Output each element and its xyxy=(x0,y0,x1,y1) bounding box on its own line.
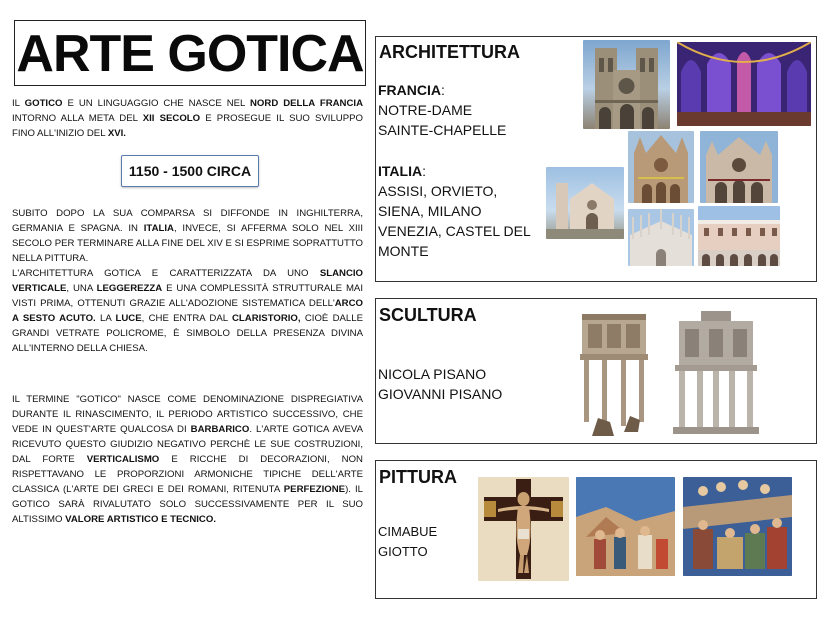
page-title: ARTE GOTICA xyxy=(16,25,364,83)
spread-paragraph: SUBITO DOPO LA SUA COMPARSA SI DIFFONDE IN INGHILTERRA, GERMANIA E SPAGNA. IN ITALIA, INVECE, SI AFFERMA SOLO NEL XIII SECOLO PER TERMINARE ALLA FINE DEL XIV E SI ESPRIME SOPRATTUTTO NELLA PITTURA. xyxy=(12,208,363,264)
assisi-basilica-image xyxy=(546,167,624,239)
pittura-artist-cimabue: CIMABUE xyxy=(378,524,438,539)
title-box xyxy=(14,20,366,86)
sainte-chapelle-image xyxy=(677,42,811,126)
notre-dame-image xyxy=(583,40,670,129)
characteristics-paragraph: L'ARCHITETTURA GOTICA E CARATTERIZZATA DA UNO SLANCIO VERTICALE, UNA LEGGEREZZA E UNA COMPLESSITÀ STRUTTURALE MAI VISTI PRIMA, OTTENUTI GRAZIE ALL'ADOZIONE SISTEMATICA DELL'ARCO A SESTO ACUTO. LA LUCE, CHE ENTRA DAL CLARISTORIO, CIOÈ DALLE GRANDI VETRATE POLICROME, È SIMBOLO DELLA PRESENZA DIVINA ALL'INTERNO DELLA CHIESA. xyxy=(12,268,363,354)
francia-item-notre-dame: NOTRE-DAME xyxy=(378,102,473,118)
pittura-artists xyxy=(378,522,468,562)
pittura-artist-giotto: GIOTTO xyxy=(378,544,428,559)
venezia-palazzo-image xyxy=(698,206,780,266)
milan-cathedral-image xyxy=(628,209,694,266)
italia-line: SIENA, MILANO xyxy=(378,203,482,219)
cimabue-crucifix-image xyxy=(478,477,569,581)
italia-line: ASSISI, ORVIETO, xyxy=(378,183,498,199)
italia-line: MONTE xyxy=(378,243,429,259)
giotto-fresco-1-image xyxy=(576,477,675,576)
scultura-artist-nicola: NICOLA PISANO xyxy=(378,366,487,382)
date-range-box: 1150 - 1500 CIRCA xyxy=(121,155,259,187)
scultura-artist-giovanni: GIOVANNI PISANO xyxy=(378,386,503,402)
francia-block: FRANCIA: NOTRE-DAME SAINTE-CHAPELLE xyxy=(378,80,548,140)
architettura-heading: ARCHITETTURA xyxy=(379,42,520,62)
italia-label: ITALIA xyxy=(378,163,423,179)
nicola-pisano-pulpit-image xyxy=(574,306,654,436)
scultura-artists xyxy=(378,364,558,404)
francia-item-sainte-chapelle: SAINTE-CHAPELLE xyxy=(378,122,507,138)
giotto-fresco-2-image xyxy=(683,477,792,576)
italia-block: ITALIA: ASSISI, ORVIETO, SIENA, MILANO VENEZIA, CASTEL DEL MONTE xyxy=(378,161,553,261)
pittura-heading: PITTURA xyxy=(379,467,457,487)
scultura-heading: SCULTURA xyxy=(379,305,477,325)
term-paragraph: IL TERMINE "GOTICO" NASCE COME DENOMINAZIONE DISPREGIATIVA DURANTE IL RINASCIMENTO, IL PERIODO ARTISTICO SUCCESSIVO, CHE VEDE IN QUEST'ARTE QUALCOSA DI BARBARICO. L'ARTE GOTICA AVEVA RICEVUTO QUESTO GIUDIZIO NEGATIVO PERCHÈ LE SUE COSTRUZIONI, DAL FORTE VERTICALISMO E RICCHE DI DECORAZIONI, NON RISPETTAVANO LE PROPORZIONI ARMONICHE TIPICHE DELL'ARTE CLASSICA (L'ARTE DEI GRECI E DEI ROMANI, RITENUTA PERFEZIONE). IL GOTICO SARÀ RIVALUTATO SOLO SUCCESSIVAMENTE PER IL SUO ALTISSIMO VALORE ARTISTICO E TECNICO. xyxy=(12,394,364,525)
siena-cathedral-image xyxy=(700,131,778,203)
giovanni-pisano-pulpit-image xyxy=(671,309,761,434)
orvieto-cathedral-image xyxy=(628,131,694,203)
intro-paragraph: IL GOTICO E UN LINGUAGGIO CHE NASCE NEL NORD DELLA FRANCIA INTORNO ALLA META DEL XII SECOLO E PROSEGUE IL SUO SVILUPPO FINO ALL'INIZIO DEL XVI. xyxy=(12,98,363,139)
francia-label: FRANCIA xyxy=(378,82,441,98)
italia-line: VENEZIA, CASTEL DEL xyxy=(378,223,531,239)
